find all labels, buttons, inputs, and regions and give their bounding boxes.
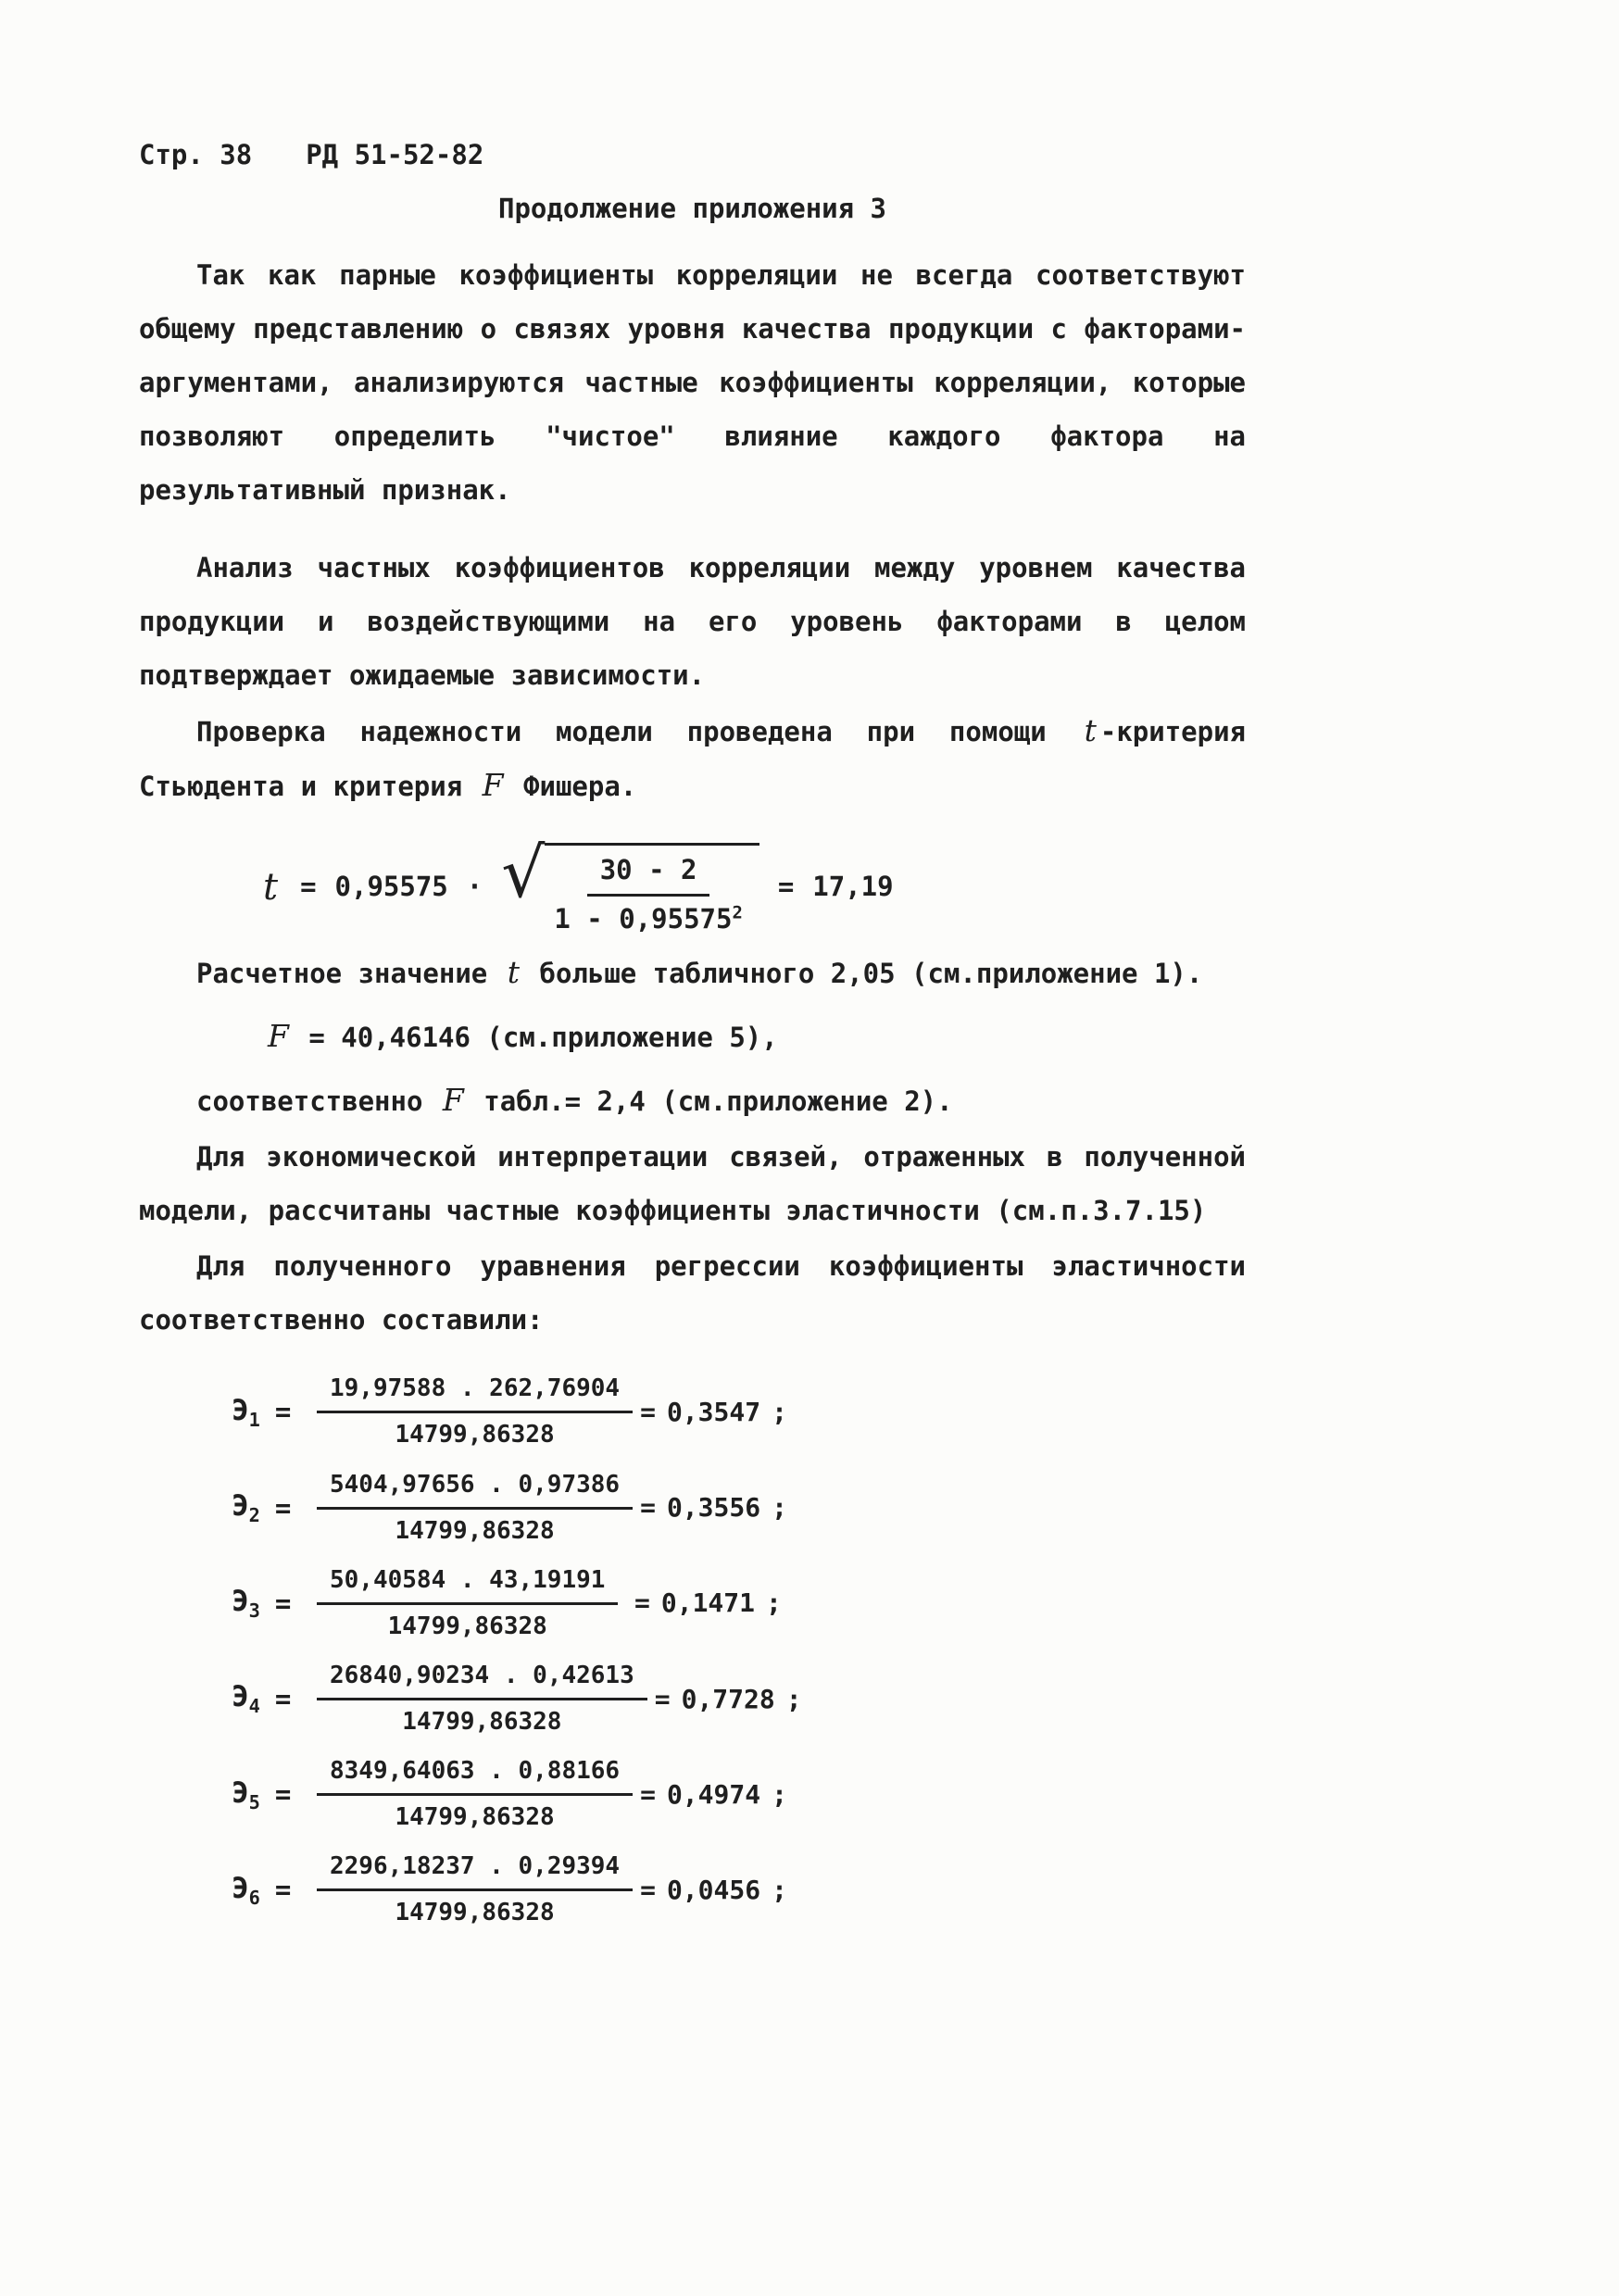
- page-header: [139, 139, 1246, 170]
- equals-sign: =: [640, 1397, 656, 1428]
- fraction: [317, 1660, 647, 1738]
- t-variable: t: [263, 865, 279, 909]
- elasticity-equation-1: [232, 1373, 1246, 1451]
- elasticity-lhs: [232, 1487, 317, 1528]
- f-value-line: [139, 1010, 1246, 1064]
- model-check-text-post: Фишера.: [523, 771, 637, 802]
- doc-number: РД 51-52-82: [306, 139, 484, 170]
- elasticity-result-group: [633, 1777, 787, 1813]
- radical-icon: √: [501, 834, 546, 913]
- t-coefficient: 0,95575: [334, 870, 448, 902]
- elasticity-result: 0,0456: [666, 1875, 761, 1905]
- elasticity-index: 2: [248, 1503, 260, 1526]
- page-content: [139, 139, 1246, 1930]
- elasticity-lhs: [232, 1678, 317, 1719]
- t-comparison-post: больше табличного 2,05 (см.приложение 1).: [539, 958, 1203, 990]
- fraction-numerator: 50,40584 . 43,19191: [317, 1564, 618, 1605]
- t-comparison-pre: Расчетное значение: [196, 958, 488, 990]
- appendix-title: Продолжение приложения 3: [497, 193, 887, 224]
- elasticity-lhs: [232, 1583, 317, 1624]
- fraction: [317, 1373, 633, 1451]
- fraction-numerator: 2296,18237 . 0,29394: [317, 1851, 633, 1891]
- paragraph-economic-interpretation: Для экономической интерпретации связей, отраженных в полученной модели, рассчитаны частные коэффициенты эластичности (см.п.3.7.15): [139, 1141, 1246, 1227]
- elasticity-symbol: [232, 1392, 260, 1433]
- elasticity-result: 0,3547: [666, 1397, 761, 1428]
- equals-sign: =: [640, 1492, 656, 1524]
- elasticity-result: 0,3556: [666, 1492, 761, 1524]
- radicand: [545, 843, 759, 936]
- elasticity-index: 4: [248, 1695, 260, 1718]
- elasticity-lhs: [232, 1392, 317, 1433]
- equals-sign: =: [274, 1396, 292, 1428]
- elasticity-result-group: [647, 1682, 802, 1717]
- fraction-denominator: 14799,86328: [395, 1803, 555, 1832]
- f-variable: F: [482, 767, 504, 803]
- fraction-numerator: 19,97588 . 262,76904: [317, 1373, 633, 1413]
- t-criterion-formula: [259, 834, 1246, 936]
- fraction-numerator: 30 - 2: [587, 853, 710, 897]
- fraction-numerator: 8349,64063 . 0,88166: [317, 1755, 633, 1796]
- elasticity-result: 0,7728: [681, 1683, 775, 1714]
- elasticity-equation-2: [232, 1469, 1246, 1548]
- f-table-pre: соответственно: [196, 1085, 423, 1118]
- multiplication-dot: ·: [466, 870, 483, 902]
- square-root: [501, 834, 759, 936]
- fraction: [317, 1851, 633, 1929]
- f-table-post: табл.= 2,4 (см.приложение 2).: [483, 1085, 953, 1118]
- elasticity-result-group: [633, 1395, 787, 1430]
- paragraph-partial-correlations: Анализ частных коэффициентов корреляции между уровнем качества продукции и воздействующими на его уровень факторами в целом подтверждает ожидаемые зависимости.: [139, 552, 1246, 691]
- t-result: 17,19: [812, 870, 894, 902]
- semicolon: ;: [772, 1778, 787, 1810]
- semicolon: ;: [766, 1587, 782, 1619]
- elasticity-equation-4: [232, 1660, 1246, 1738]
- fraction-denominator: 14799,86328: [395, 1421, 555, 1449]
- elasticity-equation-6: [232, 1851, 1246, 1929]
- t-variable: t: [507, 954, 521, 991]
- equals-sign: =: [654, 1683, 671, 1714]
- elasticity-result-group: [633, 1873, 787, 1908]
- elasticity-index: 1: [248, 1408, 260, 1431]
- equals-sign: =: [640, 1778, 656, 1810]
- elasticity-result: 0,4974: [666, 1778, 761, 1810]
- fraction-denominator: 14799,86328: [387, 1612, 547, 1640]
- f-variable: F: [442, 1082, 464, 1119]
- equals-sign: =: [777, 870, 795, 902]
- fraction-denominator: 14799,86328: [395, 1899, 555, 1927]
- f-variable: F: [268, 1018, 289, 1055]
- elasticity-index: 5: [248, 1790, 260, 1813]
- elasticity-letter: Э: [232, 1680, 249, 1714]
- elasticity-letter: Э: [232, 1393, 249, 1427]
- fraction-denominator: 14799,86328: [402, 1708, 562, 1737]
- semicolon: ;: [772, 1875, 787, 1905]
- fraction: [317, 1469, 633, 1548]
- paragraph-model-check: [139, 704, 1246, 813]
- elasticity-symbol: [232, 1678, 260, 1719]
- elasticity-lhs: [232, 1775, 317, 1815]
- t-variable: t: [1084, 712, 1097, 748]
- elasticity-result-group: [627, 1586, 782, 1621]
- fraction: [554, 853, 742, 936]
- elasticity-symbol: [232, 1870, 260, 1911]
- equals-sign: =: [634, 1587, 650, 1619]
- fraction: [317, 1755, 633, 1834]
- equals-sign: =: [274, 1778, 292, 1811]
- paragraph-elasticity-intro: Для полученного уравнения регрессии коэффициенты эластичности соответственно составили:: [139, 1250, 1246, 1336]
- elasticity-symbol: [232, 1775, 260, 1815]
- equals-sign: =: [640, 1875, 656, 1905]
- f-table-line: [139, 1073, 1246, 1128]
- paragraph-pair-correlations: Так как парные коэффициенты корреляции не всегда соответствуют общему представлению о связях уровня качества продукции с факторами-аргументами, анализируются частные коэффициенты корреляции, которые позволяют определить "чистое" влияние каждого фактора на результативный признак.: [139, 259, 1246, 506]
- model-check-text-mid: -критерия Стьюдента и критерия: [139, 716, 1246, 802]
- elasticity-symbol: [232, 1583, 260, 1624]
- fraction-denominator: [554, 897, 742, 937]
- semicolon: ;: [785, 1683, 802, 1714]
- elasticity-index: 6: [248, 1886, 260, 1909]
- elasticity-lhs: [232, 1870, 317, 1911]
- elasticity-equation-3: [232, 1564, 1246, 1643]
- equals-sign: =: [274, 1491, 292, 1524]
- equals-sign: =: [274, 1874, 292, 1906]
- semicolon: ;: [772, 1397, 787, 1428]
- fraction: [317, 1564, 627, 1643]
- elasticity-result: 0,1471: [660, 1587, 756, 1619]
- elasticity-letter: Э: [232, 1585, 249, 1619]
- page-number: Стр. 38: [139, 139, 253, 170]
- elasticity-index: 3: [248, 1600, 260, 1623]
- model-check-text-pre: Проверка надежности модели проведена при помощи: [196, 716, 1047, 747]
- t-comparison-line: [139, 946, 1246, 1000]
- fraction-numerator: 26840,90234 . 0,42613: [317, 1660, 647, 1700]
- elasticity-symbol: [232, 1487, 260, 1528]
- equals-sign: =: [274, 1587, 292, 1619]
- semicolon: ;: [772, 1492, 787, 1524]
- fraction-numerator: 5404,97656 . 0,97386: [317, 1469, 633, 1510]
- denominator-exponent: 2: [732, 903, 743, 923]
- denominator-base: 1 - 0,95575: [554, 902, 733, 935]
- elasticity-result-group: [633, 1490, 787, 1525]
- elasticity-letter: Э: [232, 1775, 249, 1810]
- elasticity-equation-5: [232, 1755, 1246, 1834]
- elasticity-letter: Э: [232, 1489, 249, 1524]
- equals-sign: =: [300, 870, 317, 902]
- fraction-denominator: 14799,86328: [395, 1516, 555, 1545]
- f-value-text: = 40,46146 (см.приложение 5),: [308, 1022, 778, 1054]
- elasticity-letter: Э: [232, 1871, 249, 1905]
- elasticity-equations: [139, 1373, 1246, 1929]
- equals-sign: =: [274, 1682, 292, 1714]
